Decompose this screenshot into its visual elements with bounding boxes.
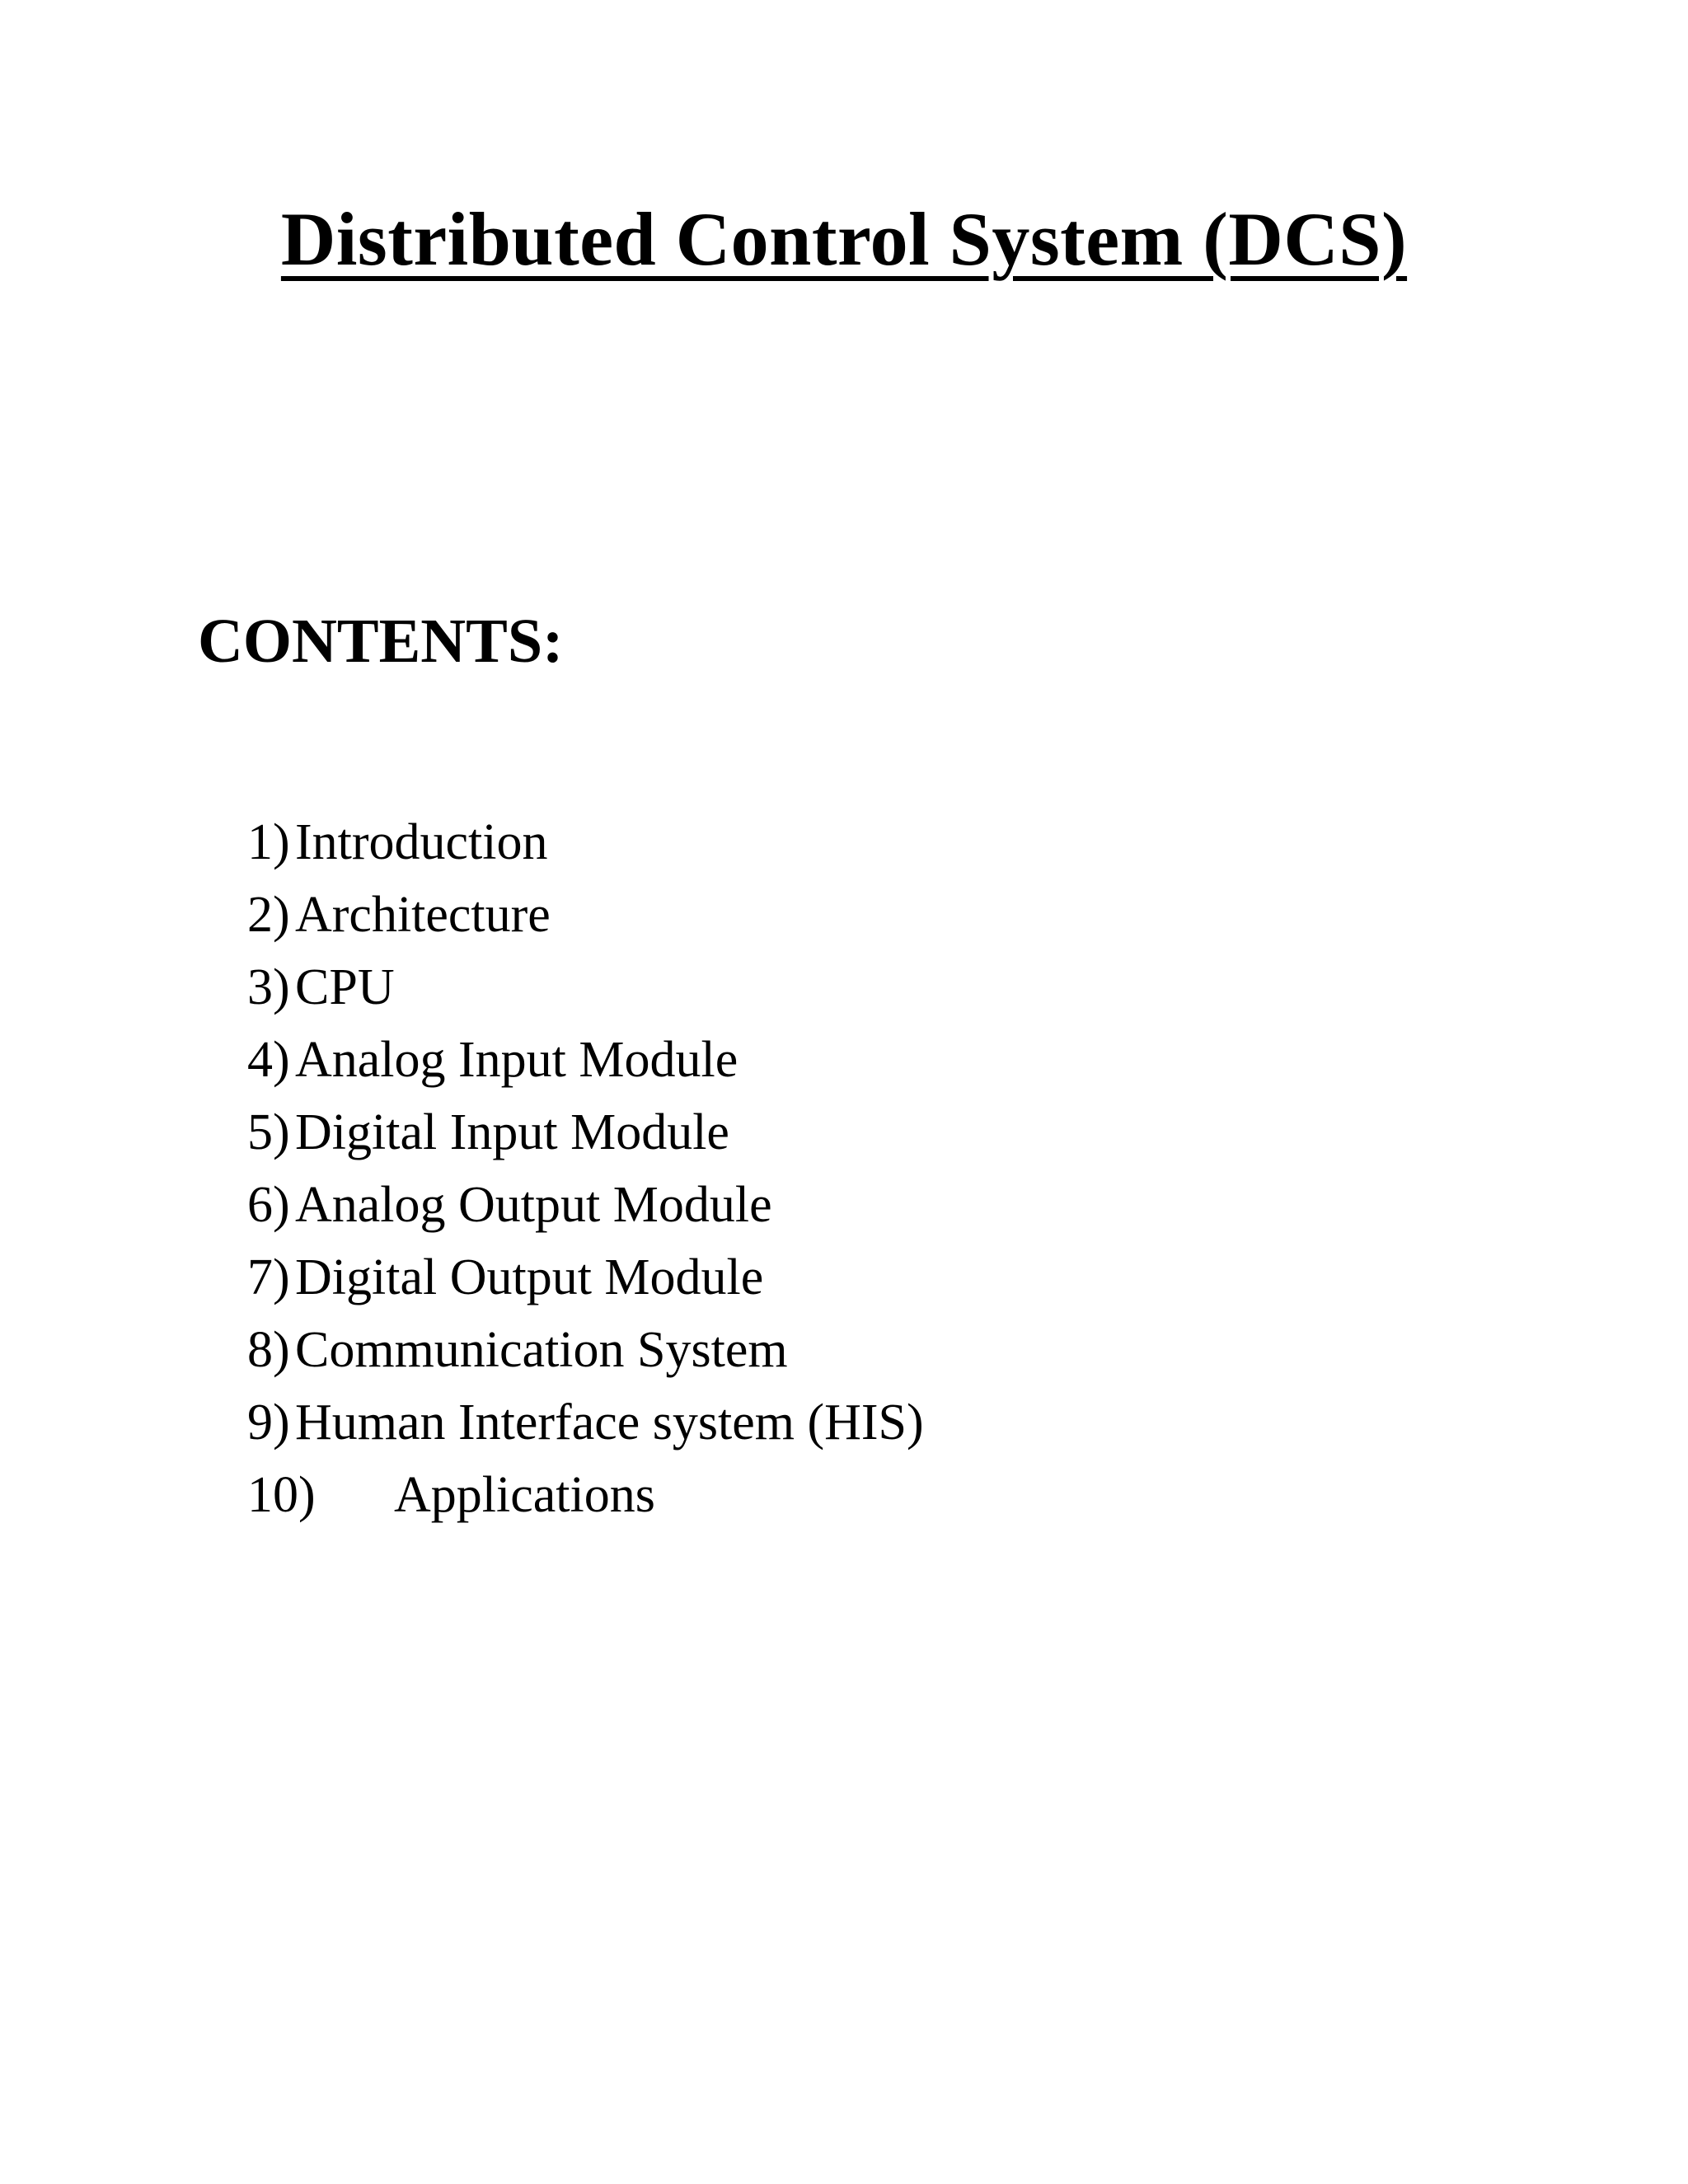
toc-item-label: Architecture [295, 887, 551, 943]
toc-item-number: 3) [247, 959, 290, 1015]
toc-item-number: 6) [247, 1177, 290, 1233]
toc-item-number: 7) [247, 1249, 290, 1305]
toc-item-label: CPU [295, 959, 395, 1015]
toc-item-architecture [247, 879, 924, 951]
toc-item-label: Analog Output Module [295, 1177, 772, 1233]
toc-item-number: 9) [247, 1394, 290, 1451]
toc-item-label: Human Interface system (HIS) [295, 1394, 924, 1451]
toc-item-label: Analog Input Module [295, 1032, 738, 1088]
page-title: Distributed Control System (DCS) [280, 197, 1408, 281]
toc-item-label: Applications [394, 1467, 655, 1523]
toc-item-number: 2) [247, 887, 290, 943]
toc-item-number: 10) [247, 1467, 316, 1523]
toc-item-human-interface-system [247, 1386, 924, 1459]
toc-item-applications [247, 1459, 924, 1531]
toc-item-cpu [247, 951, 924, 1024]
toc-item-digital-input-module [247, 1096, 924, 1169]
toc-item-number: 5) [247, 1104, 290, 1160]
toc-item-introduction [247, 806, 924, 879]
toc-item-label: Introduction [295, 814, 548, 870]
table-of-contents [247, 806, 924, 1531]
toc-item-number: 1) [247, 814, 290, 870]
toc-item-number: 8) [247, 1322, 290, 1378]
toc-item-analog-input-module [247, 1024, 924, 1096]
toc-item-label: Communication System [295, 1322, 788, 1378]
contents-heading: CONTENTS: [198, 607, 564, 676]
toc-item-label: Digital Output Module [295, 1249, 764, 1305]
toc-item-number: 4) [247, 1032, 290, 1088]
toc-item-communication-system [247, 1314, 924, 1386]
toc-item-analog-output-module [247, 1169, 924, 1241]
toc-item-label: Digital Input Module [295, 1104, 729, 1160]
toc-item-digital-output-module [247, 1241, 924, 1314]
